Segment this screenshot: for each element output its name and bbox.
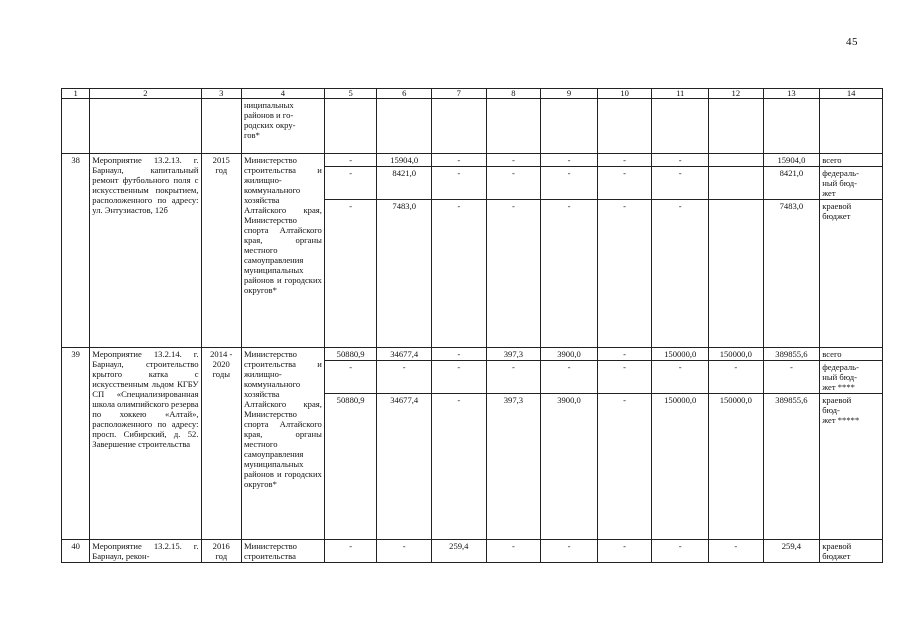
value-cell: - <box>324 200 377 348</box>
value-cell: - <box>432 394 487 540</box>
value-cell: - <box>652 361 709 394</box>
funding-source: федераль- ный бюд- жет <box>820 167 883 200</box>
value-cell: - <box>597 167 652 200</box>
value-cell: - <box>541 361 598 394</box>
value-cell: - <box>597 348 652 361</box>
value-cell: 50880,9 <box>324 394 377 540</box>
column-header: 11 <box>652 89 709 99</box>
value-cell: - <box>377 540 432 563</box>
column-header: 6 <box>377 89 432 99</box>
value-cell: 3900,0 <box>541 348 598 361</box>
period-cell: 2015 год <box>201 154 241 348</box>
value-cell: - <box>432 200 487 348</box>
column-header-row <box>62 89 883 99</box>
value-cell: - <box>541 167 598 200</box>
table-row <box>62 154 883 167</box>
period-cell: 2014 - 2020 годы <box>201 348 241 540</box>
total-cell: 15904,0 <box>763 154 820 167</box>
value-cell: - <box>324 154 377 167</box>
executor-cell: ниципальных районов и го- родских окру- гов* <box>241 99 324 154</box>
value-cell: - <box>486 154 541 167</box>
value-cell: 15904,0 <box>377 154 432 167</box>
total-cell: 389855,6 <box>763 348 820 361</box>
value-cell: - <box>597 540 652 563</box>
value-cell: - <box>486 167 541 200</box>
value-cell: 34677,4 <box>377 348 432 361</box>
value-cell: - <box>597 200 652 348</box>
column-header: 10 <box>597 89 652 99</box>
total-cell: 389855,6 <box>763 394 820 540</box>
value-cell: - <box>432 167 487 200</box>
value-cell: - <box>541 200 598 348</box>
value-cell: 3900,0 <box>541 394 598 540</box>
executor-cell: Министерство строительства и жилищно-коммунального хозяйства Алтайского края, Министерство спорта Алтайского края, органы местного самоуправления муниципальных районов и городских округов* <box>241 154 324 348</box>
value-cell: - <box>486 361 541 394</box>
measure-description: Мероприятие 13.2.15. г. Барнаул, рекон- <box>90 540 201 563</box>
value-cell <box>709 167 764 200</box>
funding-source: федераль- ный бюд- жет **** <box>820 361 883 394</box>
executor-cell: Министерство строительства и жилищно-коммунального хозяйства Алтайского края, Министерство спорта Алтайского края, органы местного самоуправления муниципальных районов и городских округов* <box>241 348 324 540</box>
value-cell: 150000,0 <box>652 394 709 540</box>
value-cell: - <box>432 348 487 361</box>
funding-source: краевой бюджет <box>820 200 883 348</box>
value-cell: 150000,0 <box>709 348 764 361</box>
funding-source: всего <box>820 348 883 361</box>
value-cell: - <box>597 361 652 394</box>
column-header: 14 <box>820 89 883 99</box>
measure-description: Мероприятие 13.2.14. г. Барнаул, строительство крытого катка с искусственным льдом КГБУ СП «Специализированная школа олимпийского резерва по хоккею «Алтай», расположенного по адресу: просп. Сибирский, д. 52. Завершение строительства <box>90 348 201 540</box>
value-cell: 397,3 <box>486 348 541 361</box>
row-number: 38 <box>62 154 90 348</box>
total-cell: 259,4 <box>763 540 820 563</box>
value-cell: 8421,0 <box>377 167 432 200</box>
value-cell: - <box>652 200 709 348</box>
table-row <box>62 348 883 361</box>
value-cell <box>709 154 764 167</box>
table-row <box>62 540 883 563</box>
value-cell: 150000,0 <box>652 348 709 361</box>
column-header: 3 <box>201 89 241 99</box>
value-cell: - <box>324 361 377 394</box>
value-cell: - <box>597 154 652 167</box>
measure-description: Мероприятие 13.2.13. г. Барнаул, капитальный ремонт футбольного поля с искусственным покрытием, расположенного по адресу: ул. Энтузиастов, 12б <box>90 154 201 348</box>
column-header: 2 <box>90 89 201 99</box>
value-cell: - <box>541 154 598 167</box>
column-header: 1 <box>62 89 90 99</box>
value-cell: - <box>432 361 487 394</box>
column-header: 12 <box>709 89 764 99</box>
value-cell: - <box>541 540 598 563</box>
value-cell: - <box>486 200 541 348</box>
value-cell: - <box>377 361 432 394</box>
value-cell <box>709 200 764 348</box>
total-cell: 7483,0 <box>763 200 820 348</box>
total-cell: - <box>763 361 820 394</box>
column-header: 7 <box>432 89 487 99</box>
value-cell: - <box>709 540 764 563</box>
value-cell: - <box>709 361 764 394</box>
column-header: 5 <box>324 89 377 99</box>
column-header: 9 <box>541 89 598 99</box>
column-header: 4 <box>241 89 324 99</box>
total-cell: 8421,0 <box>763 167 820 200</box>
page-number: 45 <box>846 36 858 48</box>
value-cell: 150000,0 <box>709 394 764 540</box>
column-header: 13 <box>763 89 820 99</box>
funding-source: краевой бюджет <box>820 540 883 563</box>
executor-cell: Министерство строительства <box>241 540 324 563</box>
value-cell: - <box>652 167 709 200</box>
value-cell: 50880,9 <box>324 348 377 361</box>
column-header: 8 <box>486 89 541 99</box>
value-cell: 259,4 <box>432 540 487 563</box>
value-cell: 397,3 <box>486 394 541 540</box>
value-cell: - <box>432 154 487 167</box>
value-cell: - <box>324 167 377 200</box>
value-cell: 34677,4 <box>377 394 432 540</box>
value-cell: - <box>486 540 541 563</box>
budget-table <box>61 88 883 563</box>
period-cell: 2016 год <box>201 540 241 563</box>
value-cell: - <box>652 154 709 167</box>
value-cell: - <box>597 394 652 540</box>
row-number: 39 <box>62 348 90 540</box>
row-number: 40 <box>62 540 90 563</box>
funding-source: всего <box>820 154 883 167</box>
value-cell: 7483,0 <box>377 200 432 348</box>
value-cell: - <box>324 540 377 563</box>
funding-source: краевой бюд- жет ***** <box>820 394 883 540</box>
value-cell: - <box>652 540 709 563</box>
continuation-row <box>62 99 883 154</box>
